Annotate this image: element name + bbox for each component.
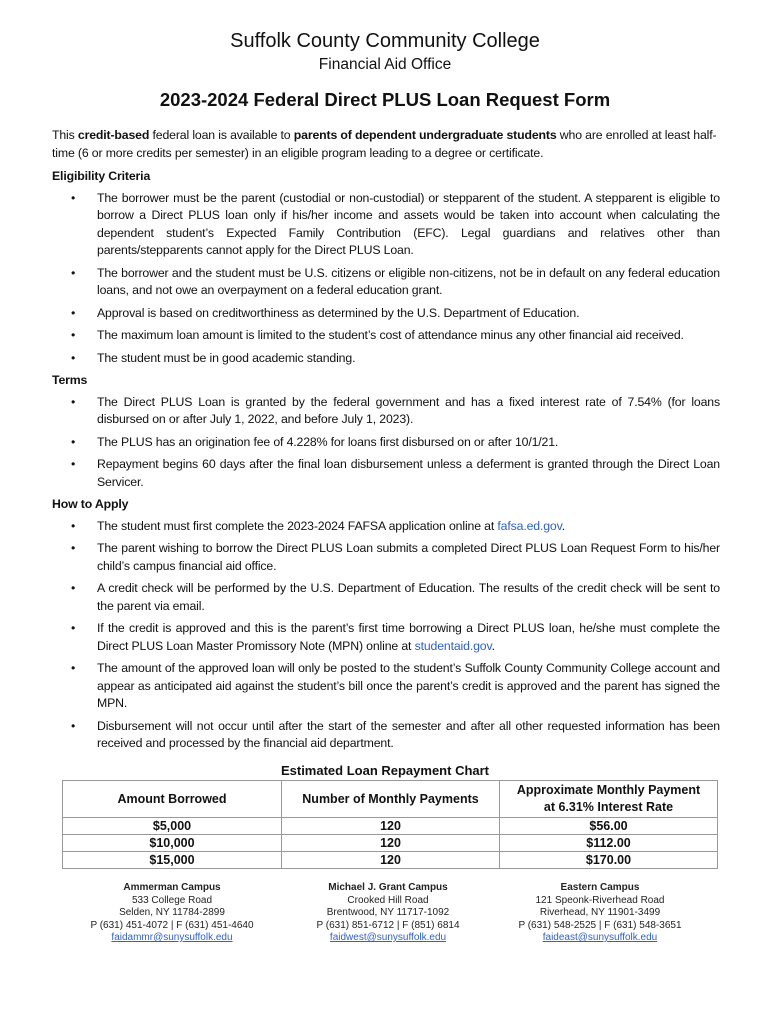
cell: $10,000 xyxy=(63,835,282,852)
item-text: Repayment begins 60 days after the final loan disbursement unless a deferment is granted through the Direct Loan Servicer. xyxy=(97,457,720,489)
list-item xyxy=(52,620,720,655)
bullet-icon: • xyxy=(71,350,76,365)
campus-address: 121 Speonk-Riverhead Road xyxy=(535,894,665,906)
intro-bold: credit-based xyxy=(77,128,150,142)
bullet-icon: • xyxy=(71,621,76,635)
list-item xyxy=(52,580,720,615)
bullet-icon: • xyxy=(71,190,76,205)
table-row xyxy=(63,818,718,835)
eligibility-list xyxy=(52,190,720,368)
how-to-apply-heading: How to Apply xyxy=(52,497,129,511)
intro-bold: parents of dependent undergraduate students xyxy=(293,128,557,142)
campus-city: Brentwood, NY 11717-1092 xyxy=(326,907,450,918)
terms-heading: Terms xyxy=(52,373,88,387)
campus-city: Riverhead, NY 11901-3499 xyxy=(539,907,661,918)
intro-text: This xyxy=(52,128,78,142)
item-text: The Direct PLUS Loan is granted by the federal government and has a fixed interest rate of 7.54% (for loans disbursed on or after July 1, 2022, and before July 1, 2023). xyxy=(97,394,720,426)
cell: $15,000 xyxy=(63,852,282,869)
table-row xyxy=(63,852,718,869)
bullet-icon: • xyxy=(71,581,76,595)
list-item xyxy=(52,190,720,260)
college-name: Suffolk County Community College xyxy=(230,30,540,52)
document-body xyxy=(52,127,720,758)
table-header-row xyxy=(63,781,718,818)
item-text: If the credit is approved and this is the parent’s first time borrowing a Direct PLUS loan, he/she must complete the Direct PLUS Loan Master Promissory Note (MPN) online at xyxy=(97,621,720,653)
cell: 120 xyxy=(282,852,500,869)
item-text: The PLUS has an origination fee of 4.228% for loans first disbursed on or after 10/1/21. xyxy=(97,434,559,449)
campus-ammerman xyxy=(72,882,272,945)
bullet-icon: • xyxy=(71,328,76,342)
repayment-chart-title: Estimated Loan Repayment Chart xyxy=(280,763,490,778)
list-item xyxy=(52,265,720,300)
item-text: The amount of the approved loan will only be posted to the student’s Suffolk County Community College account and appear as anticipated aid against the student’s bill once the parent’s credit is approved and the parent has signed the MPN. xyxy=(97,661,720,710)
campus-name: Ammerman Campus xyxy=(123,882,221,893)
column-header: Approximate Monthly Payment at 6.31% Interest Rate xyxy=(500,781,718,818)
cell: 120 xyxy=(282,818,500,835)
list-item xyxy=(52,518,720,536)
item-text: Disbursement will not occur until after the start of the semester and after all other requested information has been received and processed by the financial aid department. xyxy=(97,718,720,750)
campus-city: Selden, NY 11784-2899 xyxy=(119,907,225,918)
intro-paragraph xyxy=(52,127,720,162)
item-text: The parent wishing to borrow the Direct PLUS Loan submits a completed Direct PLUS Loan Request Form to his/her child’s campus financial aid office. xyxy=(97,541,720,573)
bullet-icon: • xyxy=(71,661,76,675)
cell: $56.00 xyxy=(500,818,718,835)
terms-list xyxy=(52,394,720,492)
list-item xyxy=(52,434,720,452)
item-text: The student must be in good academic standing. xyxy=(97,350,356,365)
campus-phone: P (631) 851-6712 | F (851) 6814 xyxy=(316,919,460,931)
studentaid-link[interactable]: studentaid.gov xyxy=(414,638,492,653)
item-text: The borrower and the student must be U.S. citizens or eligible non-citizens, not be in default on any federal education loans, and not owe an overpayment on a federal education grant. xyxy=(97,265,720,297)
bullet-icon: • xyxy=(71,265,76,280)
campus-phone: P (631) 548-2525 | F (631) 548-3651 xyxy=(518,919,682,931)
bullet-icon: • xyxy=(71,394,76,409)
intro-text: federal loan is available to xyxy=(149,128,294,142)
campus-eastern xyxy=(500,882,700,945)
table-row xyxy=(63,835,718,852)
cell: $170.00 xyxy=(500,852,718,869)
cell: $5,000 xyxy=(63,818,282,835)
column-header: Amount Borrowed xyxy=(63,781,282,818)
campus-address: Crooked Hill Road xyxy=(347,894,429,906)
item-text: The student must first complete the 2023-2024 FAFSA application online at xyxy=(97,518,498,533)
item-text: . xyxy=(561,518,565,533)
list-item xyxy=(52,327,720,345)
campus-email-link[interactable]: faidammr@sunysuffolk.edu xyxy=(111,932,233,943)
campus-grant xyxy=(288,882,488,945)
campus-phone: P (631) 451-4072 | F (631) 451-4640 xyxy=(90,919,254,931)
campus-email-link[interactable]: faideast@sunysuffolk.edu xyxy=(542,932,658,943)
list-item xyxy=(52,540,720,575)
list-item xyxy=(52,660,720,713)
list-item xyxy=(52,718,720,753)
bullet-icon: • xyxy=(71,718,76,733)
campus-name: Eastern Campus xyxy=(560,882,640,893)
bullet-icon: • xyxy=(71,305,76,320)
list-item xyxy=(52,394,720,429)
item-text: Approval is based on creditworthiness as determined by the U.S. Department of Education. xyxy=(97,305,580,320)
campus-name: Michael J. Grant Campus xyxy=(328,882,448,893)
repayment-table xyxy=(62,780,718,869)
item-text: . xyxy=(491,638,495,653)
bullet-icon: • xyxy=(71,518,76,533)
cell: 120 xyxy=(282,835,500,852)
form-title: 2023-2024 Federal Direct PLUS Loan Request Form xyxy=(159,89,611,110)
item-text: A credit check will be performed by the U.S. Department of Education. The results of the credit check will be sent to the parent via email. xyxy=(97,581,720,613)
how-to-apply-list xyxy=(52,518,720,753)
bullet-icon: • xyxy=(71,457,76,471)
list-item xyxy=(52,305,720,323)
bullet-icon: • xyxy=(71,541,76,555)
bullet-icon: • xyxy=(71,434,76,449)
item-text: The maximum loan amount is limited to the student’s cost of attendance minus any other financial aid received. xyxy=(97,328,684,342)
cell: $112.00 xyxy=(500,835,718,852)
intro-text: who are enrolled at least half-time (6 or more credits per semester) in an eligible program leading to a degree or certificate. xyxy=(52,128,717,160)
item-text: The borrower must be the parent (custodial or non-custodial) or stepparent of the student. A stepparent is eligible to borrow a Direct PLUS loan only if his/her income and assets would be taken into account when calculating the dependent student’s Expected Family Contribution (EFC). Legal guardians and relatives other than parents/stepparents cannot apply for the Direct PLUS Loan. xyxy=(97,190,720,257)
eligibility-heading: Eligibility Criteria xyxy=(52,169,151,183)
list-item xyxy=(52,456,720,491)
list-item xyxy=(52,350,720,368)
fafsa-link[interactable]: fafsa.ed.gov xyxy=(497,518,562,533)
office-name: Financial Aid Office xyxy=(318,56,452,73)
column-header: Number of Monthly Payments xyxy=(282,781,500,818)
campus-email-link[interactable]: faidwest@sunysuffolk.edu xyxy=(329,932,447,943)
campus-address: 533 College Road xyxy=(131,894,213,906)
